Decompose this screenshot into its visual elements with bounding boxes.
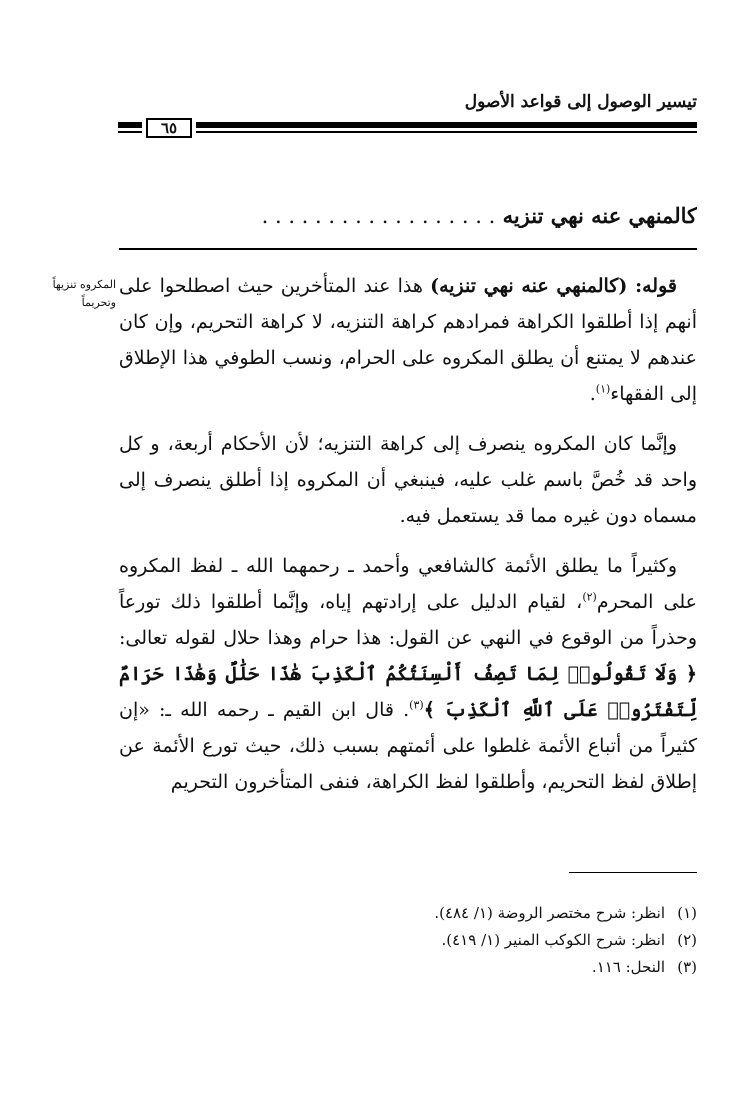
body-text [119, 268, 697, 814]
footnote-1 [119, 900, 697, 927]
footnote-1-text: انظر: شرح مختصر الروضة (١/ ٤٨٤). [434, 904, 665, 922]
paragraph-3 [119, 548, 697, 800]
footnote-2 [119, 927, 697, 954]
footnote-2-number: (٢) [677, 931, 697, 949]
section-rule [119, 248, 697, 250]
footnote-3-text: النحل: ١١٦. [591, 958, 665, 976]
footnotes [119, 900, 697, 981]
paragraph-1-bold: (كالمنهي عنه نهي تنزيه) [430, 275, 628, 297]
footnote-1-number: (١) [677, 904, 697, 922]
margin-note-line2: وتحريماً [81, 296, 116, 309]
paragraph-3-text3: . قال ابن القيم ـ رحمه الله ـ: «إن كثيراً من أتباع الأئمة غلطوا على أئمتهم بسبب ذلك، حيث تورع الأئمة عن إطلاق لفظ التحريم، وأطلقوا لفظ الكراهة، فنفى المتأخرون التحريم [119, 699, 697, 793]
running-title: تيسير الوصول إلى قواعد الأصول [464, 92, 697, 112]
quran-verse: ﴿ وَلَا تَقُولُوا۟ لِمَا تَصِفُ أَلْسِنَتُكُمُ ٱلْكَذِبَ هَٰذَا حَلَٰلٌ وَهَٰذَا حَرَامٌ لِّتَفْتَرُوا۟ عَلَى ٱللَّهِ ٱلْكَذِبَ ﴾ [119, 663, 697, 721]
section-heading [117, 203, 697, 228]
header-rule-short [118, 122, 142, 136]
footnote-ref-1: (١) [595, 382, 611, 396]
header-rule-long [196, 122, 697, 136]
paragraph-1-text: هذا عند المتأخرين حيث اصطلحوا على أنهم إذا أطلقوا الكراهة فمرادهم كراهة التنزيه، لا كراهة التحريم، وإن كان عندهم لا يمتنع أن يطلق المكروه على الحرام، ونسب الطوفي هذا الإطلاق إلى الفقهاء [119, 275, 697, 405]
footnote-ref-3: (٣) [409, 698, 424, 712]
paragraph-3-text1: وكثيراً ما يطلق الأئمة كالشافعي وأحمد ـ رحمهما الله ـ لفظ المكروه على المحرم [119, 555, 698, 613]
margin-note-line1: المكروه تنزيهاً [52, 278, 116, 291]
paragraph-1-end: . [589, 383, 596, 405]
paragraph-1 [119, 268, 697, 412]
footnote-ref-2: (٢) [582, 590, 597, 604]
footnote-2-text: انظر: شرح الكوكب المنير (١/ ٤١٩). [441, 931, 665, 949]
header-rule [118, 118, 697, 140]
footnote-3 [119, 954, 697, 981]
footnote-rule [569, 872, 697, 873]
margin-note [8, 276, 116, 312]
section-heading-text: كالمنهي عنه نهي تنزيه [502, 203, 697, 228]
footnote-3-number: (٣) [677, 958, 697, 976]
paragraph-1-lead: قوله: [627, 275, 677, 297]
paragraph-3-text2: ، لقيام الدليل على إرادتهم إياه، وإنَّما أطلقوا ذلك تورعاً وحذراً من الوقوع في النهي عن القول: هذا حرام وهذا حلال لقوله تعالى: [119, 591, 697, 649]
paragraph-2: وإنَّما كان المكروه ينصرف إلى كراهة التنزيه؛ لأن الأحكام أربعة، و كل واحد قد خُصَّ باسم غلب عليه، فينبغي أن المكروه إذا أطلق ينصرف إلى مسماه دون غيره مما قد يستعمل فيه. [119, 433, 697, 527]
section-heading-dots: . . . . . . . . . . . . . . . . . . [261, 204, 496, 228]
page-number: ٦٥ [146, 118, 192, 138]
